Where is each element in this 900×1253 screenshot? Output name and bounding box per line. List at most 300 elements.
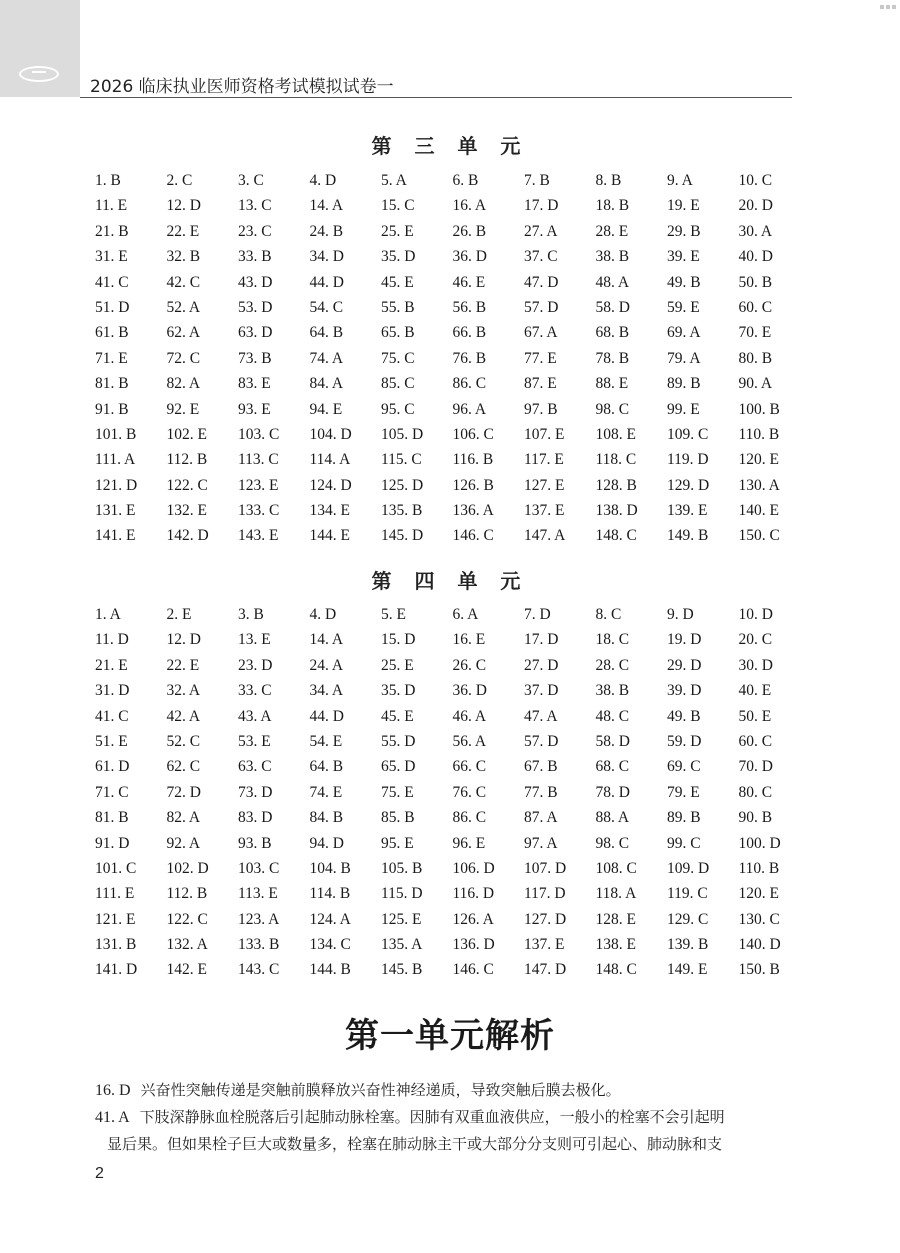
answer-cell: 78. D <box>595 783 630 801</box>
answer-cell: 95. E <box>381 834 414 852</box>
answer-cell: 92. E <box>166 400 200 418</box>
answer-cell: 145. B <box>381 961 423 979</box>
answer-cell: 14. A <box>309 631 344 649</box>
answer-cell: 126. A <box>452 910 494 928</box>
answer-cell: 131. B <box>95 936 137 954</box>
answer-row <box>95 498 815 523</box>
answer-cell: 101. C <box>95 859 137 877</box>
answer-cell: 27. A <box>524 222 558 240</box>
answer-cell: 136. A <box>452 502 494 520</box>
answer-cell: 72. D <box>166 783 201 801</box>
answer-row <box>95 193 815 218</box>
answer-cell: 123. E <box>238 476 279 494</box>
answer-cell: 25. E <box>381 222 414 240</box>
answer-cell: 62. C <box>166 758 201 776</box>
answer-row <box>95 907 815 932</box>
answer-row <box>95 805 815 830</box>
answer-cell: 95. C <box>381 400 415 418</box>
answer-cell: 119. C <box>667 885 708 903</box>
answer-row <box>95 780 815 805</box>
answer-cell: 117. E <box>524 451 564 469</box>
answer-cell: 80. C <box>738 783 773 801</box>
answer-cell: 56. B <box>452 298 487 316</box>
answer-cell: 100. B <box>738 400 780 418</box>
analysis-item-text: 兴奋性突触传递是突触前膜释放兴奋性神经递质，导致突触后膜去极化。 <box>140 1081 621 1099</box>
answer-cell: 133. C <box>238 502 280 520</box>
analysis-item <box>95 1077 795 1104</box>
answer-cell: 46. E <box>452 273 486 291</box>
answer-cell: 105. B <box>381 859 423 877</box>
answer-cell: 143. C <box>238 961 280 979</box>
answer-cell: 61. B <box>95 324 129 342</box>
answer-cell: 140. D <box>738 936 781 954</box>
answer-cell: 145. D <box>381 527 424 545</box>
answer-cell: 13. C <box>238 197 272 215</box>
answer-cell: 78. B <box>595 349 630 367</box>
answer-row <box>95 523 815 548</box>
answer-cell: 90. B <box>738 809 773 827</box>
analysis-item <box>95 1104 795 1131</box>
analysis-item-continuation <box>95 1131 795 1157</box>
answer-cell: 128. E <box>595 910 636 928</box>
answer-cell: 75. C <box>381 349 415 367</box>
answer-cell: 6. A <box>452 606 479 623</box>
answer-row <box>95 831 815 856</box>
answer-cell: 143. E <box>238 527 279 545</box>
answer-cell: 12. D <box>166 197 201 215</box>
analysis-item-number: 16. D <box>95 1082 131 1099</box>
answer-cell: 20. D <box>738 197 773 215</box>
answer-cell: 146. C <box>452 527 494 545</box>
answer-cell: 105. D <box>381 425 424 443</box>
answer-cell: 108. C <box>595 859 637 877</box>
answer-cell: 80. B <box>738 349 773 367</box>
answer-cell: 52. A <box>166 298 201 316</box>
answer-cell: 24. A <box>309 656 344 674</box>
answer-cell: 31. D <box>95 682 130 700</box>
answer-cell: 10. C <box>738 172 773 189</box>
answer-cell: 149. E <box>667 961 708 979</box>
answer-cell: 126. B <box>452 476 494 494</box>
answer-cell: 31. E <box>95 248 128 266</box>
answer-cell: 70. D <box>738 758 773 776</box>
answer-cell: 116. D <box>452 885 495 903</box>
answer-cell: 48. C <box>595 707 630 725</box>
answer-cell: 108. E <box>595 425 636 443</box>
answer-cell: 74. A <box>309 349 344 367</box>
answer-cell: 47. D <box>524 273 559 291</box>
answer-cell: 61. D <box>95 758 130 776</box>
answer-row <box>95 653 815 678</box>
header-corner-block <box>0 0 80 97</box>
answer-cell: 28. E <box>595 222 629 240</box>
answer-cell: 70. E <box>738 324 772 342</box>
answer-row <box>95 627 815 652</box>
answer-cell: 85. C <box>381 375 415 393</box>
answer-cell: 102. E <box>166 425 207 443</box>
answer-row <box>95 754 815 779</box>
answer-row <box>95 397 815 422</box>
answer-cell: 73. D <box>238 783 273 801</box>
answer-cell: 109. C <box>667 425 709 443</box>
answer-cell: 130. C <box>738 910 780 928</box>
answer-cell: 115. C <box>381 451 422 469</box>
answer-cell: 87. A <box>524 809 558 827</box>
answer-cell: 44. D <box>309 273 344 291</box>
answer-cell: 94. E <box>309 400 343 418</box>
answer-cell: 21. B <box>95 222 129 240</box>
answer-cell: 2. E <box>166 606 192 623</box>
answer-cell: 62. A <box>166 324 201 342</box>
answer-cell: 14. A <box>309 197 344 215</box>
answer-cell: 112. B <box>166 885 208 903</box>
answer-cell: 96. A <box>452 400 487 418</box>
answer-row <box>95 168 815 193</box>
answer-row <box>95 856 815 881</box>
answer-cell: 30. D <box>738 656 773 674</box>
answer-cell: 34. A <box>309 682 344 700</box>
answer-cell: 58. D <box>595 298 630 316</box>
answer-cell: 103. C <box>238 425 280 443</box>
answer-cell: 84. B <box>309 809 344 827</box>
answer-cell: 104. D <box>309 425 352 443</box>
answer-cell: 121. D <box>95 476 138 494</box>
answer-cell: 71. C <box>95 783 129 801</box>
answer-cell: 137. E <box>524 936 565 954</box>
answer-cell: 110. B <box>738 425 780 443</box>
answer-cell: 120. E <box>738 885 779 903</box>
answer-cell: 134. C <box>309 936 351 954</box>
answer-cell: 124. A <box>309 910 351 928</box>
answer-cell: 26. C <box>452 656 487 674</box>
answer-cell: 6. B <box>452 172 479 189</box>
answer-cell: 33. C <box>238 682 272 700</box>
answer-cell: 45. E <box>381 273 414 291</box>
answer-cell: 99. C <box>667 834 701 852</box>
answer-cell: 37. C <box>524 248 558 266</box>
page-number: 2 <box>95 1165 104 1182</box>
answer-cell: 84. A <box>309 375 344 393</box>
answer-cell: 86. C <box>452 809 487 827</box>
answer-cell: 11. D <box>95 631 129 649</box>
answer-cell: 23. D <box>238 656 273 674</box>
answer-cell: 18. B <box>595 197 630 215</box>
answer-cell: 33. B <box>238 248 272 266</box>
answer-cell: 56. A <box>452 732 487 750</box>
answer-cell: 41. C <box>95 707 129 725</box>
answer-cell: 111. E <box>95 885 135 903</box>
answer-cell: 87. E <box>524 375 557 393</box>
answer-cell: 150. C <box>738 527 780 545</box>
answer-cell: 110. B <box>738 859 780 877</box>
answer-cell: 60. C <box>738 298 773 316</box>
answer-cell: 101. B <box>95 425 137 443</box>
answer-cell: 39. E <box>667 248 700 266</box>
answer-row <box>95 932 815 957</box>
answer-cell: 45. E <box>381 707 414 725</box>
answer-cell: 29. D <box>667 656 702 674</box>
answer-cell: 129. D <box>667 476 710 494</box>
answer-cell: 74. E <box>309 783 343 801</box>
answer-cell: 32. B <box>166 248 201 266</box>
answer-cell: 119. D <box>667 451 709 469</box>
unit3-answer-grid <box>95 168 815 549</box>
answer-cell: 65. D <box>381 758 416 776</box>
answer-cell: 128. B <box>595 476 637 494</box>
answer-cell: 57. D <box>524 298 559 316</box>
answer-cell: 19. E <box>667 197 700 215</box>
answer-cell: 52. C <box>166 732 201 750</box>
answer-cell: 107. D <box>524 859 567 877</box>
answer-cell: 141. E <box>95 527 136 545</box>
answer-cell: 55. D <box>381 732 416 750</box>
answer-cell: 139. E <box>667 502 708 520</box>
answer-cell: 32. A <box>166 682 201 700</box>
answer-cell: 40. E <box>738 682 772 700</box>
answer-row <box>95 957 815 982</box>
answer-cell: 51. D <box>95 298 130 316</box>
answer-row <box>95 219 815 244</box>
answer-cell: 37. D <box>524 682 559 700</box>
unit4-answer-grid <box>95 602 815 983</box>
answer-cell: 39. D <box>667 682 702 700</box>
answer-cell: 112. B <box>166 451 208 469</box>
answer-cell: 38. B <box>595 248 630 266</box>
answer-cell: 97. A <box>524 834 558 852</box>
answer-cell: 26. B <box>452 222 487 240</box>
answer-cell: 5. A <box>381 172 407 189</box>
answer-cell: 148. C <box>595 961 637 979</box>
answer-cell: 49. B <box>667 707 701 725</box>
answer-cell: 147. D <box>524 961 567 979</box>
answer-cell: 141. D <box>95 961 138 979</box>
answer-cell: 58. D <box>595 732 630 750</box>
answer-cell: 3. B <box>238 606 264 623</box>
header-divider <box>80 97 792 98</box>
answer-cell: 146. C <box>452 961 494 979</box>
answer-cell: 140. E <box>738 502 779 520</box>
answer-cell: 142. E <box>166 961 207 979</box>
answer-cell: 96. E <box>452 834 486 852</box>
answer-cell: 57. D <box>524 732 559 750</box>
answer-cell: 150. B <box>738 961 780 979</box>
answer-cell: 117. D <box>524 885 566 903</box>
answer-cell: 144. E <box>309 527 350 545</box>
answer-cell: 135. B <box>381 502 423 520</box>
answer-cell: 69. C <box>667 758 701 776</box>
answer-cell: 34. D <box>309 248 344 266</box>
answer-cell: 109. D <box>667 859 710 877</box>
answer-cell: 120. E <box>738 451 779 469</box>
answer-cell: 40. D <box>738 248 773 266</box>
answer-cell: 98. C <box>595 400 630 418</box>
answer-cell: 50. E <box>738 707 772 725</box>
answer-cell: 59. D <box>667 732 702 750</box>
answer-cell: 98. C <box>595 834 630 852</box>
unit4-title: 第 四 单 元 <box>371 569 529 593</box>
answer-cell: 102. D <box>166 859 209 877</box>
answer-row <box>95 704 815 729</box>
answer-cell: 1. B <box>95 172 121 189</box>
answer-cell: 64. B <box>309 324 344 342</box>
answer-cell: 88. A <box>595 809 630 827</box>
answer-cell: 60. C <box>738 732 773 750</box>
answer-cell: 137. E <box>524 502 565 520</box>
answer-cell: 64. B <box>309 758 344 776</box>
answer-cell: 53. E <box>238 732 271 750</box>
answer-cell: 27. D <box>524 656 559 674</box>
answer-cell: 125. E <box>381 910 422 928</box>
answer-cell: 67. B <box>524 758 558 776</box>
answer-cell: 76. C <box>452 783 487 801</box>
answer-cell: 1. A <box>95 606 121 623</box>
answer-cell: 114. A <box>309 451 351 469</box>
answer-cell: 12. D <box>166 631 201 649</box>
answer-cell: 85. B <box>381 809 415 827</box>
answer-cell: 7. B <box>524 172 550 189</box>
answer-cell: 44. D <box>309 707 344 725</box>
answer-cell: 77. E <box>524 349 557 367</box>
answer-cell: 42. C <box>166 273 201 291</box>
answer-cell: 133. B <box>238 936 280 954</box>
answer-cell: 103. C <box>238 859 280 877</box>
answer-cell: 136. D <box>452 936 495 954</box>
answer-cell: 77. B <box>524 783 558 801</box>
answer-cell: 91. B <box>95 400 129 418</box>
answer-cell: 30. A <box>738 222 773 240</box>
answer-cell: 54. E <box>309 732 343 750</box>
answer-cell: 132. A <box>166 936 208 954</box>
answer-row <box>95 422 815 447</box>
answer-cell: 41. C <box>95 273 129 291</box>
answer-cell: 118. A <box>595 885 637 903</box>
answer-cell: 13. E <box>238 631 271 649</box>
answer-cell: 48. A <box>595 273 630 291</box>
answer-cell: 65. B <box>381 324 415 342</box>
answer-cell: 66. B <box>452 324 487 342</box>
answer-cell: 9. D <box>667 606 694 623</box>
answer-cell: 144. B <box>309 961 351 979</box>
answer-cell: 86. C <box>452 375 487 393</box>
answer-cell: 142. D <box>166 527 209 545</box>
answer-cell: 2. C <box>166 172 193 189</box>
answer-cell: 138. D <box>595 502 638 520</box>
answer-cell: 147. A <box>524 527 566 545</box>
answer-cell: 15. D <box>381 631 416 649</box>
answer-cell: 134. E <box>309 502 350 520</box>
answer-cell: 127. E <box>524 476 565 494</box>
answer-cell: 81. B <box>95 809 129 827</box>
answer-cell: 63. D <box>238 324 273 342</box>
answer-cell: 115. D <box>381 885 423 903</box>
answer-cell: 63. C <box>238 758 272 776</box>
answer-cell: 89. B <box>667 375 701 393</box>
answer-cell: 36. D <box>452 248 487 266</box>
answer-cell: 7. D <box>524 606 551 623</box>
answer-row <box>95 270 815 295</box>
answer-cell: 67. A <box>524 324 558 342</box>
answer-cell: 82. A <box>166 809 201 827</box>
answer-cell: 36. D <box>452 682 487 700</box>
answer-cell: 111. A <box>95 451 136 469</box>
answer-cell: 138. E <box>595 936 636 954</box>
answer-cell: 113. E <box>238 885 278 903</box>
answer-cell: 149. B <box>667 527 709 545</box>
answer-cell: 18. C <box>595 631 630 649</box>
answer-cell: 55. B <box>381 298 415 316</box>
answer-cell: 49. B <box>667 273 701 291</box>
answer-cell: 46. A <box>452 707 487 725</box>
answer-cell: 89. B <box>667 809 701 827</box>
answer-cell: 25. E <box>381 656 414 674</box>
answer-cell: 106. C <box>452 425 494 443</box>
answer-cell: 8. B <box>595 172 622 189</box>
answer-cell: 99. E <box>667 400 700 418</box>
answer-cell: 69. A <box>667 324 701 342</box>
answer-cell: 15. C <box>381 197 415 215</box>
answer-cell: 35. D <box>381 682 416 700</box>
publisher-logo-icon <box>19 66 59 82</box>
answer-cell: 83. D <box>238 809 273 827</box>
answer-cell: 79. E <box>667 783 700 801</box>
answer-cell: 54. C <box>309 298 344 316</box>
answer-cell: 66. C <box>452 758 487 776</box>
answer-cell: 130. A <box>738 476 780 494</box>
answer-cell: 50. B <box>738 273 773 291</box>
answer-cell: 68. B <box>595 324 630 342</box>
answer-cell: 114. B <box>309 885 351 903</box>
answer-row <box>95 881 815 906</box>
analysis-item-text: 下肢深静脉血栓脱落后引起肺动脉栓塞。因肺有双重血液供应，一般小的栓塞不会引起明 <box>139 1108 725 1126</box>
answer-row <box>95 320 815 345</box>
answer-cell: 132. E <box>166 502 207 520</box>
answer-cell: 82. A <box>166 375 201 393</box>
answer-cell: 28. C <box>595 656 630 674</box>
answer-cell: 43. A <box>238 707 272 725</box>
answer-cell: 125. D <box>381 476 424 494</box>
answer-cell: 93. B <box>238 834 272 852</box>
answer-row <box>95 371 815 396</box>
answer-cell: 135. A <box>381 936 423 954</box>
answer-cell: 107. E <box>524 425 565 443</box>
answer-cell: 23. C <box>238 222 272 240</box>
answer-cell: 59. E <box>667 298 700 316</box>
answer-cell: 121. E <box>95 910 136 928</box>
answer-row <box>95 602 815 627</box>
answer-cell: 71. E <box>95 349 128 367</box>
answer-cell: 9. A <box>667 172 693 189</box>
answer-cell: 97. B <box>524 400 558 418</box>
answer-cell: 79. A <box>667 349 701 367</box>
answer-cell: 123. A <box>238 910 280 928</box>
answer-row <box>95 447 815 472</box>
answer-cell: 16. E <box>452 631 486 649</box>
answer-row <box>95 729 815 754</box>
answer-cell: 129. C <box>667 910 709 928</box>
answer-cell: 131. E <box>95 502 136 520</box>
answer-row <box>95 678 815 703</box>
answer-cell: 91. D <box>95 834 130 852</box>
answer-cell: 11. E <box>95 197 128 215</box>
answer-cell: 19. D <box>667 631 702 649</box>
answer-cell: 83. E <box>238 375 271 393</box>
answer-cell: 22. E <box>166 222 200 240</box>
answer-cell: 94. D <box>309 834 344 852</box>
answer-cell: 22. E <box>166 656 200 674</box>
answer-cell: 17. D <box>524 631 559 649</box>
answer-cell: 4. D <box>309 172 337 189</box>
answer-cell: 10. D <box>738 606 773 623</box>
